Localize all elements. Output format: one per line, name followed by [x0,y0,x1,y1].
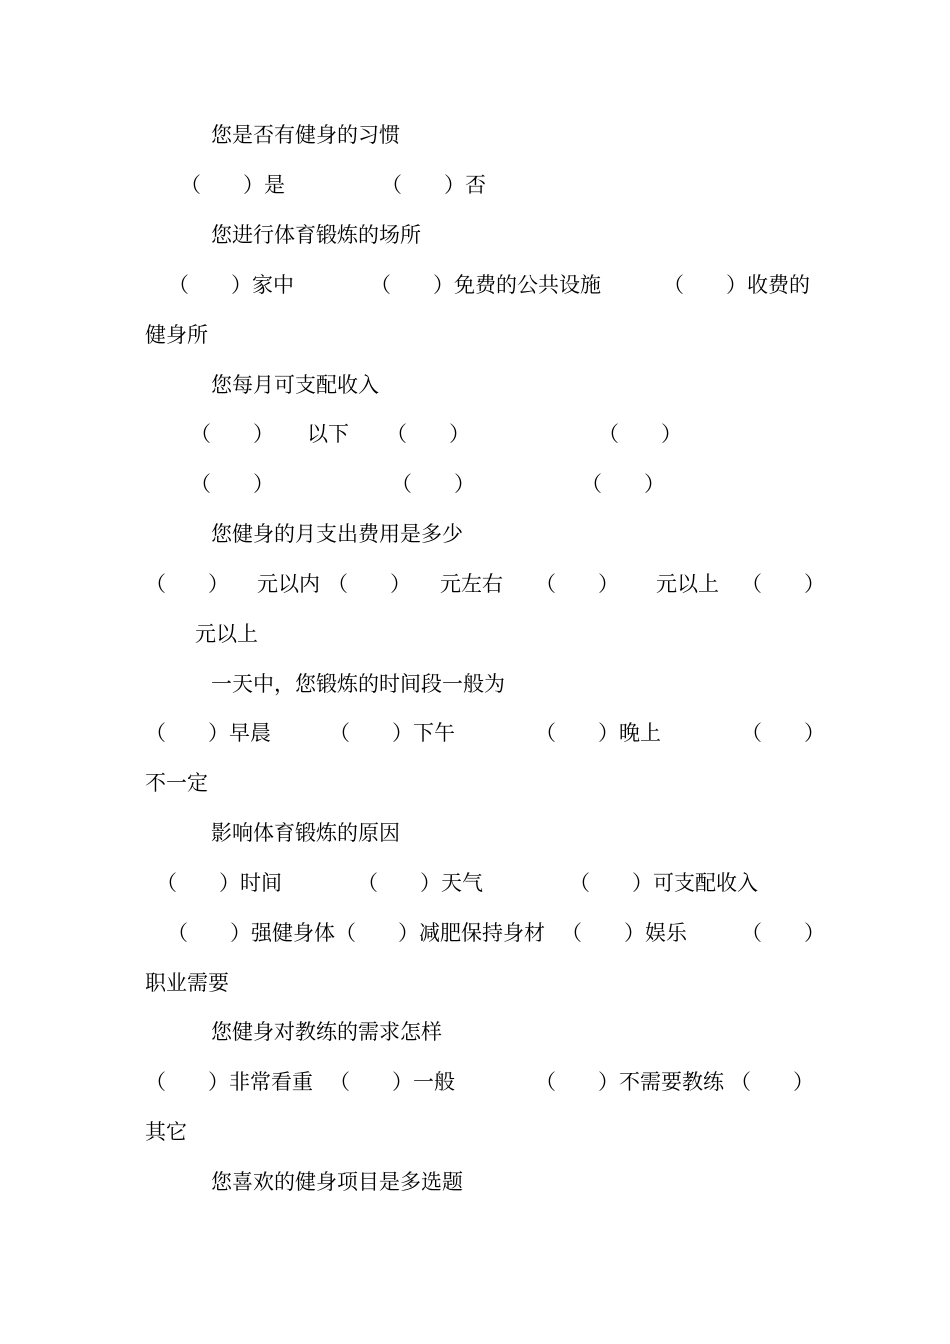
question-title: 您每月可支配收入 [211,373,379,397]
question-title: 影响体育锻炼的原因 [211,821,400,845]
option: （ ） [730,1070,814,1094]
option-continuation: 健身所 [145,323,208,347]
option: （ ） [581,472,665,496]
option-label: 元以上 [656,572,719,596]
option-label: 以下 [307,422,349,446]
option: （ ） [190,472,274,496]
option-continuation: 元以上 [195,622,258,646]
option: （ ） [327,572,411,596]
option: （ ）不需要教练 [535,1070,724,1094]
option-continuation: 其它 [145,1120,187,1144]
option: （ ）免费的公共设施 [370,273,601,297]
option: （ ）是 [180,173,285,197]
option: （ ）晚上 [535,721,661,745]
option: （ ） [145,572,229,596]
option: （ ） [741,921,825,945]
option: （ ）收费的 [663,273,810,297]
option: （ ）家中 [168,273,294,297]
question-title: 您是否有健身的习惯 [211,123,400,147]
option: （ ） [391,472,475,496]
option: （ ） [598,422,682,446]
question-title: 您健身对教练的需求怎样 [211,1020,442,1044]
option: （ ） [741,721,825,745]
option-label: 元左右 [440,572,503,596]
option: （ ） [190,422,274,446]
option: （ ）天气 [357,871,483,895]
option: （ ）时间 [156,871,282,895]
option-continuation: 不一定 [145,771,208,795]
question-title: 您进行体育锻炼的场所 [211,223,421,247]
option: （ ）一般 [329,1070,455,1094]
option: （ ） [386,422,470,446]
question-title: 您健身的月支出费用是多少 [211,522,463,546]
option: （ ）下午 [329,721,455,745]
option-label: 元以内 [257,572,320,596]
option-continuation: 职业需要 [145,971,229,995]
option: （ ）否 [381,173,486,197]
option: （ ）强健身体（ ）减肥保持身材 [167,921,545,945]
option: （ ） [741,572,825,596]
option: （ ） [535,572,619,596]
option: （ ）早晨 [145,721,271,745]
option: （ ）可支配收入 [569,871,758,895]
question-title: 您喜欢的健身项目是多选题 [211,1170,463,1194]
question-title: 一天中，您锻炼的时间段一般为 [211,672,505,696]
option: （ ）娱乐 [561,921,687,945]
option: （ ）非常看重 [145,1070,313,1094]
